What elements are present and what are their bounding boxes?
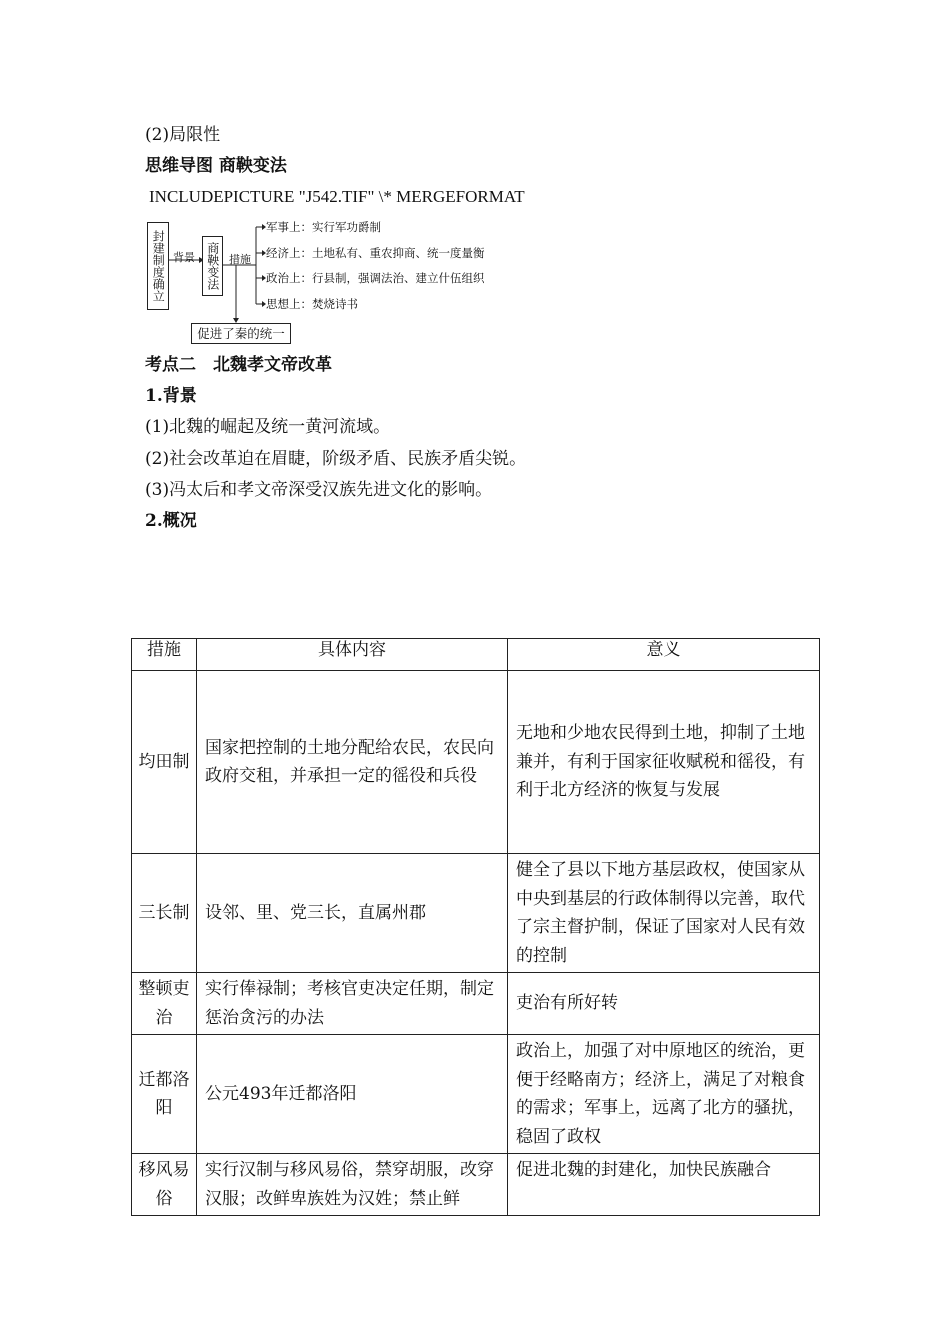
content-cell: 设邻、里、党三长，直属州郡: [197, 854, 508, 973]
content-cell: 国家把控制的土地分配给农民，农民向政府交租，并承担一定的徭役和兵役: [197, 671, 508, 854]
background-title: 1.背景: [145, 386, 197, 406]
table-row: [132, 854, 820, 973]
background-item-2: (2)社会改革迫在眉睫，阶级矛盾、民族矛盾尖锐。: [145, 449, 527, 469]
measure-cell: 整顿吏治: [132, 973, 197, 1035]
background-item-1: (1)北魏的崛起及统一黄河流域。: [145, 417, 391, 437]
meaning-cell: 健全了县以下地方基层政权，使国家从中央到基层的行政体制得以完善，取代了宗主督护制，保证了国家对人民有效的控制: [508, 854, 820, 973]
meaning-cell: 促进北魏的封建化，加快民族融合: [508, 1154, 820, 1216]
background-item-3: (3)冯太后和孝文帝深受汉族先进文化的影响。: [145, 480, 493, 500]
measure-cell: 均田制: [132, 671, 197, 854]
mindmap-item-economy: 经济上：土地私有、重农抑商、统一度量衡: [266, 246, 485, 260]
mindmap-result-box: 促进了秦的统一: [191, 323, 291, 344]
content-cell: 实行俸禄制；考核官吏决定任期，制定惩治贪污的办法: [197, 973, 508, 1035]
meaning-cell: 无地和少地农民得到土地，抑制了土地兼并，有利于国家征收赋税和徭役，有利于北方经济的恢复与发展: [508, 671, 820, 854]
mindmap-center-box: 商鞅变法: [202, 236, 223, 296]
content-cell: 公元493年迁都洛阳: [197, 1035, 508, 1154]
mindmap-item-thought: 思想上：焚烧诗书: [266, 297, 358, 311]
header-content: 具体内容: [197, 639, 508, 671]
table-row: [132, 973, 820, 1035]
table-header-row: [132, 639, 820, 671]
overview-title: 2.概况: [145, 511, 197, 531]
table-row: [132, 1035, 820, 1154]
include-picture-field: INCLUDEPICTURE "J542.TIF" \* MERGEFORMAT: [149, 187, 525, 206]
content-cell: 实行汉制与移风易俗，禁穿胡服，改穿汉服；改鲜卑族姓为汉姓；禁止鲜: [197, 1154, 508, 1216]
measures-label: 措施: [229, 253, 251, 266]
mindmap-item-military: 军事上：实行军功爵制: [266, 220, 381, 234]
mindmap-root-box: 封建制度确立: [147, 222, 169, 310]
header-measure: 措施: [132, 639, 197, 671]
measure-cell: 三长制: [132, 854, 197, 973]
table-row: [132, 1154, 820, 1216]
reform-measures-table: [131, 638, 820, 1216]
background-label: 背景: [173, 251, 195, 264]
header-meaning: 意义: [508, 639, 820, 671]
section-heading-limitations: (2)局限性: [145, 125, 221, 145]
section-title: 考点二 北魏孝文帝改革: [145, 355, 332, 375]
measure-cell: 迁都洛阳: [132, 1035, 197, 1154]
meaning-cell: 政治上，加强了对中原地区的统治，更便于经略南方；经济上，满足了对粮食的需求；军事上，远离了北方的骚扰，稳固了政权: [508, 1035, 820, 1154]
mindmap-diagram: [145, 214, 525, 346]
table-row: [132, 671, 820, 854]
meaning-cell: 吏治有所好转: [508, 973, 820, 1035]
mindmap-title: 思维导图 商鞅变法: [145, 156, 287, 176]
mindmap-item-politics: 政治上：行县制，强调法治、建立什伍组织: [266, 271, 485, 285]
measure-cell: 移风易俗: [132, 1154, 197, 1216]
